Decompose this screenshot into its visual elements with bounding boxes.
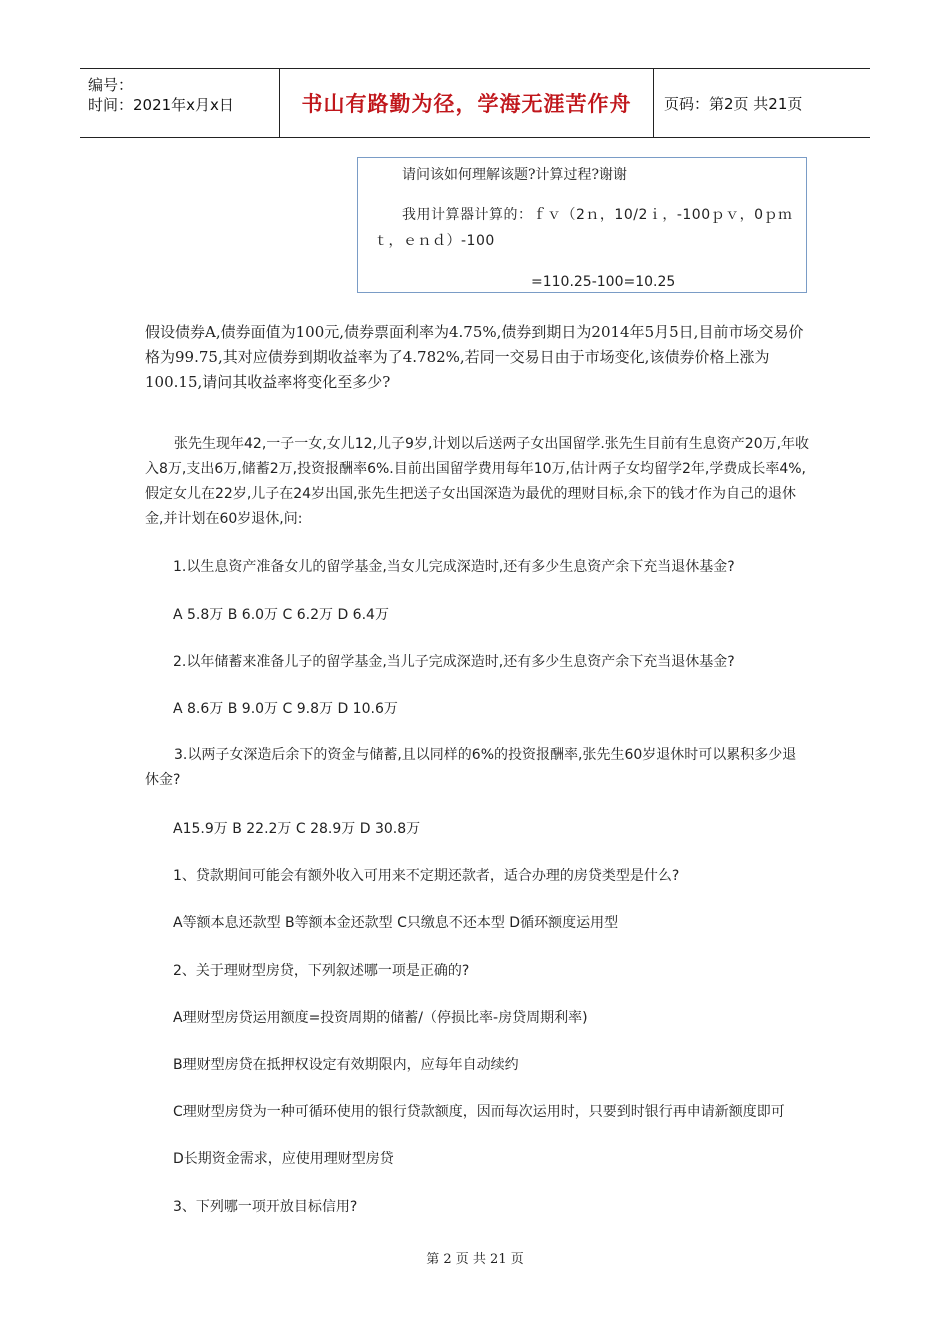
doc-date-label: 时间：2021年x月x日 bbox=[88, 96, 234, 114]
bond-question: 假设债券A,债券面值为100元,债券票面利率为4.75%,债券到期日为2014年5月5日,目前市场交易价格为99.75,其对应债券到期收益率为了4.782%,若同一交易日由于市场变化,该债券价格上涨为100.15,请问其收益率将变化至多少? bbox=[145, 323, 804, 391]
question-3-options: A15.9万 B 22.2万 C 28.9万 D 30.8万 bbox=[173, 821, 421, 837]
note-box bbox=[357, 157, 807, 293]
doc-number-label: 编号： bbox=[88, 76, 134, 94]
page-header bbox=[80, 68, 870, 138]
header-page-label: 页码：第2页 共21页 bbox=[664, 94, 803, 113]
note-question: 请问该如何理解该题?计算过程?谢谢 bbox=[402, 167, 628, 183]
mortgage-question-2-option-d: D长期资金需求，应使用理财型房贷 bbox=[173, 1151, 394, 1167]
mortgage-question-2: 2、关于理财型房贷，下列叙述哪一项是正确的? bbox=[173, 963, 470, 979]
mortgage-question-1: 1、贷款期间可能会有额外收入可用来不定期还款者，适合办理的房贷类型是什么? bbox=[173, 868, 680, 884]
note-calc-line-2: ｔ，ｅｎｄ）-100 bbox=[374, 233, 495, 249]
question-2-options: A 8.6万 B 9.0万 C 9.8万 D 10.6万 bbox=[173, 701, 398, 717]
question-3: 3.以两子女深造后余下的资金与储蓄,且以同样的6%的投资报酬率,张先生60岁退休时可以累积多少退休金? bbox=[145, 747, 797, 788]
case-intro: 张先生现年42,一子一女,女儿12,儿子9岁,计划以后送两子女出国留学.张先生目前有生息资产20万,年收入8万,支出6万,储蓄2万,投资报酬率6%.目前出国留学费用每年10万,估计两子女均留学2年,学费成长率4%,假定女儿在22岁,儿子在24岁出国,张先生把送子女出国深造为最优的理财目标,余下的钱才作为自己的退休金,并计划在60岁退休,问: bbox=[145, 436, 810, 527]
note-result: =110.25-100=10.25 bbox=[531, 274, 676, 290]
mortgage-question-3: 3、下列哪一项开放目标信用? bbox=[173, 1199, 358, 1215]
mortgage-question-2-option-b: B理财型房贷在抵押权设定有效期限内，应每年自动续约 bbox=[173, 1057, 519, 1073]
mortgage-question-2-option-c: C理财型房贷为一种可循环使用的银行贷款额度，因而每次运用时，只要到时银行再申请新额度即可 bbox=[173, 1104, 785, 1120]
question-1: 1.以生息资产准备女儿的留学基金,当女儿完成深造时,还有多少生息资产余下充当退休基金? bbox=[173, 559, 735, 575]
page-footer: 第 2 页 共 21 页 bbox=[426, 1252, 524, 1267]
note-calc-line-1: 我用计算器计算的：ｆｖ（2ｎ，10/2ｉ，-100ｐｖ，0ｐｍ bbox=[402, 207, 793, 223]
mortgage-question-1-options: A等额本息还款型 B等额本金还款型 C只缴息不还本型 D循环额度运用型 bbox=[173, 915, 619, 931]
mortgage-question-2-option-a: A理财型房贷运用额度=投资周期的储蓄/（停损比率-房贷周期利率) bbox=[173, 1010, 588, 1026]
header-motto: 书山有路勤为径，学海无涯苦作舟 bbox=[280, 69, 654, 137]
question-1-options: A 5.8万 B 6.0万 C 6.2万 D 6.4万 bbox=[173, 607, 389, 623]
question-2: 2.以年储蓄来准备儿子的留学基金,当儿子完成深造时,还有多少生息资产余下充当退休基金? bbox=[173, 654, 735, 670]
header-meta bbox=[80, 69, 280, 137]
